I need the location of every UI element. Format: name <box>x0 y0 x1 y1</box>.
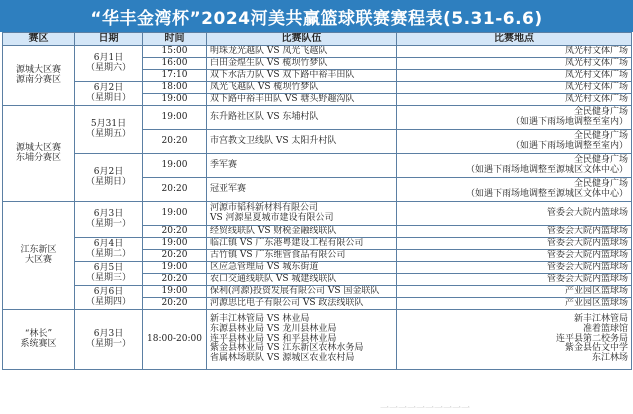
zone-cell <box>3 310 75 370</box>
match-row <box>3 82 632 94</box>
line: 全民健身广场 <box>573 154 628 165</box>
date-cell <box>75 202 143 238</box>
line: 农口交通线联队 VS 城建线联队 <box>210 273 337 284</box>
line: 东埔分赛区 <box>15 152 61 163</box>
date-cell <box>75 262 143 286</box>
line: 大区赛 <box>24 254 52 265</box>
line: 保利(河源)投资发展有限公司 VS 国金联队 <box>210 285 380 296</box>
venue-cell <box>397 286 632 298</box>
line: 东源县林业局 VS 龙川县林业局 <box>210 323 337 334</box>
line: 源城大区赛 <box>15 64 61 75</box>
line: 管委会大院内篮球场 <box>546 225 628 236</box>
match-row <box>3 238 632 250</box>
zone-cell <box>3 106 75 202</box>
line: 江东新区 <box>20 244 57 255</box>
line: （星期四） <box>85 296 131 307</box>
line: 全民健身广场 <box>573 178 628 189</box>
venue-cell <box>397 58 632 70</box>
time-cell: 19:00 <box>143 262 207 274</box>
line: （星期日） <box>85 92 131 103</box>
line: 区应急管理局 VS 城东街道 <box>210 261 319 272</box>
date-cell <box>75 154 143 202</box>
teams-cell <box>207 202 397 226</box>
line: 双下路中裕丰田队 VS 塘头野趣沟队 <box>210 93 355 104</box>
line: 明珠龙光越队 VS 凤光飞越队 <box>210 45 328 56</box>
venue-cell <box>397 310 632 370</box>
line: 源城大区赛 <box>15 142 61 153</box>
line: “林长” <box>24 328 53 339</box>
match-row <box>3 310 632 370</box>
teams-cell <box>207 286 397 298</box>
date-cell <box>75 238 143 262</box>
venue-cell <box>397 274 632 286</box>
time-cell: 15:00 <box>143 46 207 58</box>
time-cell: 20:20 <box>143 274 207 286</box>
line: （如遇下雨场地调整至源城区文体中心） <box>465 188 628 199</box>
venue-cell <box>397 154 632 178</box>
time-cell: 19:00 <box>143 94 207 106</box>
teams-cell <box>207 238 397 250</box>
line: 6月6日 <box>93 286 124 297</box>
line: 连平县第二校务局 <box>555 333 628 344</box>
line: （星期二） <box>85 248 131 259</box>
line: （星期一） <box>85 218 131 229</box>
line: 白田金煌生队 VS 榄坝竹梦队 <box>210 57 328 68</box>
footer-mark: 一一一一一一一一一一 <box>380 404 471 414</box>
teams-cell <box>207 274 397 286</box>
teams-cell <box>207 178 397 202</box>
header-date: 日期 <box>75 33 143 46</box>
line: 冠亚军赛 <box>210 183 247 194</box>
venue-cell <box>397 178 632 202</box>
line: （星期五） <box>85 128 131 139</box>
venue-cell <box>397 82 632 94</box>
line: 6月5日 <box>93 262 124 273</box>
time-cell: 19:00 <box>143 238 207 250</box>
teams-cell <box>207 250 397 262</box>
line: （星期日） <box>85 176 131 187</box>
match-row <box>3 262 632 274</box>
time-cell: 17:10 <box>143 70 207 82</box>
line: 产业园区篮球场 <box>564 297 628 308</box>
time-cell: 20:20 <box>143 250 207 262</box>
venue-cell <box>397 106 632 130</box>
line: 6月1日 <box>93 52 124 63</box>
venue-cell <box>397 94 632 106</box>
teams-cell <box>207 310 397 370</box>
line: （如遇下雨场地调整至源城区文体中心） <box>465 164 628 175</box>
line: （星期一） <box>85 338 131 349</box>
time-cell: 19:00 <box>143 202 207 226</box>
match-row <box>3 106 632 130</box>
match-row <box>3 154 632 178</box>
line: 河源市韬科新材料有限公司 <box>210 202 319 213</box>
teams-cell <box>207 130 397 154</box>
venue-cell <box>397 238 632 250</box>
date-cell <box>75 106 143 154</box>
line: 6月2日 <box>93 166 124 177</box>
line: （如遇下雨场地调整至室内） <box>510 140 628 151</box>
teams-cell <box>207 106 397 130</box>
time-cell: 20:20 <box>143 130 207 154</box>
line: 双下水活力队 VS 双下路中裕丰田队 <box>210 69 355 80</box>
teams-cell <box>207 94 397 106</box>
date-cell <box>75 286 143 310</box>
line: 产业园区篮球场 <box>564 285 628 296</box>
line: 6月3日 <box>93 208 124 219</box>
teams-cell <box>207 58 397 70</box>
line: 6月3日 <box>93 328 124 339</box>
line: 市宫教文卫线队 VS 太阳升村队 <box>210 135 337 146</box>
time-cell: 19:00 <box>143 286 207 298</box>
line: 5月31日 <box>90 118 127 129</box>
line: 新丰江林管局 VS 林业局 <box>210 314 310 325</box>
zone-cell <box>3 46 75 106</box>
line: 凤光村文体广场 <box>564 93 628 104</box>
time-cell: 19:00 <box>143 154 207 178</box>
line: 管委会大院内篮球场 <box>546 237 628 248</box>
line: 全民健身广场 <box>573 106 628 117</box>
match-row <box>3 202 632 226</box>
line: 6月4日 <box>93 238 124 249</box>
match-row <box>3 46 632 58</box>
time-cell: 18:00-20:00 <box>143 310 207 370</box>
venue-cell <box>397 46 632 58</box>
venue-cell <box>397 70 632 82</box>
schedule-body <box>3 46 632 370</box>
date-cell <box>75 82 143 106</box>
schedule-table <box>2 32 632 370</box>
line: （星期六） <box>85 62 131 73</box>
zone-cell <box>3 202 75 310</box>
teams-cell <box>207 70 397 82</box>
line: 经贸线联队 VS 财税金融线联队 <box>210 225 337 236</box>
header-teams: 比赛队伍 <box>207 33 397 46</box>
line: 古竹镇 VS 广东维管食品有限公司 <box>210 249 346 260</box>
line: 全民健身广场 <box>573 130 628 141</box>
header-time: 时间 <box>143 33 207 46</box>
line: （星期三） <box>85 272 131 283</box>
date-cell <box>75 46 143 82</box>
teams-cell <box>207 154 397 178</box>
teams-cell <box>207 226 397 238</box>
header-row <box>3 33 632 46</box>
teams-cell <box>207 298 397 310</box>
line: 凤光村文体广场 <box>564 81 628 92</box>
line: 管委会大院内篮球场 <box>546 261 628 272</box>
venue-cell <box>397 226 632 238</box>
line: 河源思比电子有限公司 VS 政法线联队 <box>210 297 364 308</box>
venue-cell <box>397 130 632 154</box>
line: 准着篮球馆 <box>582 323 628 334</box>
line: （如遇下雨场地调整至室内） <box>510 116 628 127</box>
time-cell: 18:00 <box>143 82 207 94</box>
time-cell: 16:00 <box>143 58 207 70</box>
line: 源南分赛区 <box>15 74 61 85</box>
date-cell <box>75 310 143 370</box>
teams-cell <box>207 46 397 58</box>
line: 凤光村文体广场 <box>564 57 628 68</box>
line: 凤光村文体广场 <box>564 45 628 56</box>
time-cell: 20:20 <box>143 178 207 202</box>
line: 省属林场联队 VS 源城区农业农村局 <box>210 353 355 364</box>
time-cell: 20:20 <box>143 298 207 310</box>
line: 管委会大院内篮球场 <box>546 273 628 284</box>
time-cell: 20:20 <box>143 226 207 238</box>
venue-cell <box>397 298 632 310</box>
venue-cell <box>397 262 632 274</box>
header-venue: 比赛地点 <box>397 33 632 46</box>
line: 紫金县林业局 VS 江东新区农林水务局 <box>210 343 364 354</box>
line: 管委会大院内篮球场 <box>546 207 628 218</box>
header-zone: 赛区 <box>3 33 75 46</box>
line: 东江林场 <box>591 353 628 364</box>
line: 凤光村文体广场 <box>564 69 628 80</box>
venue-cell <box>397 202 632 226</box>
match-row <box>3 286 632 298</box>
line: VS 河源星夏城市建设有限公司 <box>210 212 334 223</box>
line: 连平县林业局 VS 和平县林业局 <box>210 333 337 344</box>
line: 紫金县估文中学 <box>564 343 628 354</box>
line: 临江镇 VS 广东港粤建设工程有限公司 <box>210 237 364 248</box>
line: 凤光飞越队 VS 榄坝竹梦队 <box>210 81 319 92</box>
line: 新丰江林管局 <box>573 314 628 325</box>
line: 系统赛区 <box>20 338 57 349</box>
schedule-title: “华丰金湾杯”2024河美共赢篮球联赛赛程表(5.31-6.6) <box>0 0 633 32</box>
teams-cell <box>207 262 397 274</box>
teams-cell <box>207 82 397 94</box>
time-cell: 19:00 <box>143 106 207 130</box>
venue-cell <box>397 250 632 262</box>
line: 季军赛 <box>210 159 238 170</box>
line: 管委会大院内篮球场 <box>546 249 628 260</box>
line: 6月2日 <box>93 82 124 93</box>
line: 东升路社区队 VS 东埔村队 <box>210 111 319 122</box>
